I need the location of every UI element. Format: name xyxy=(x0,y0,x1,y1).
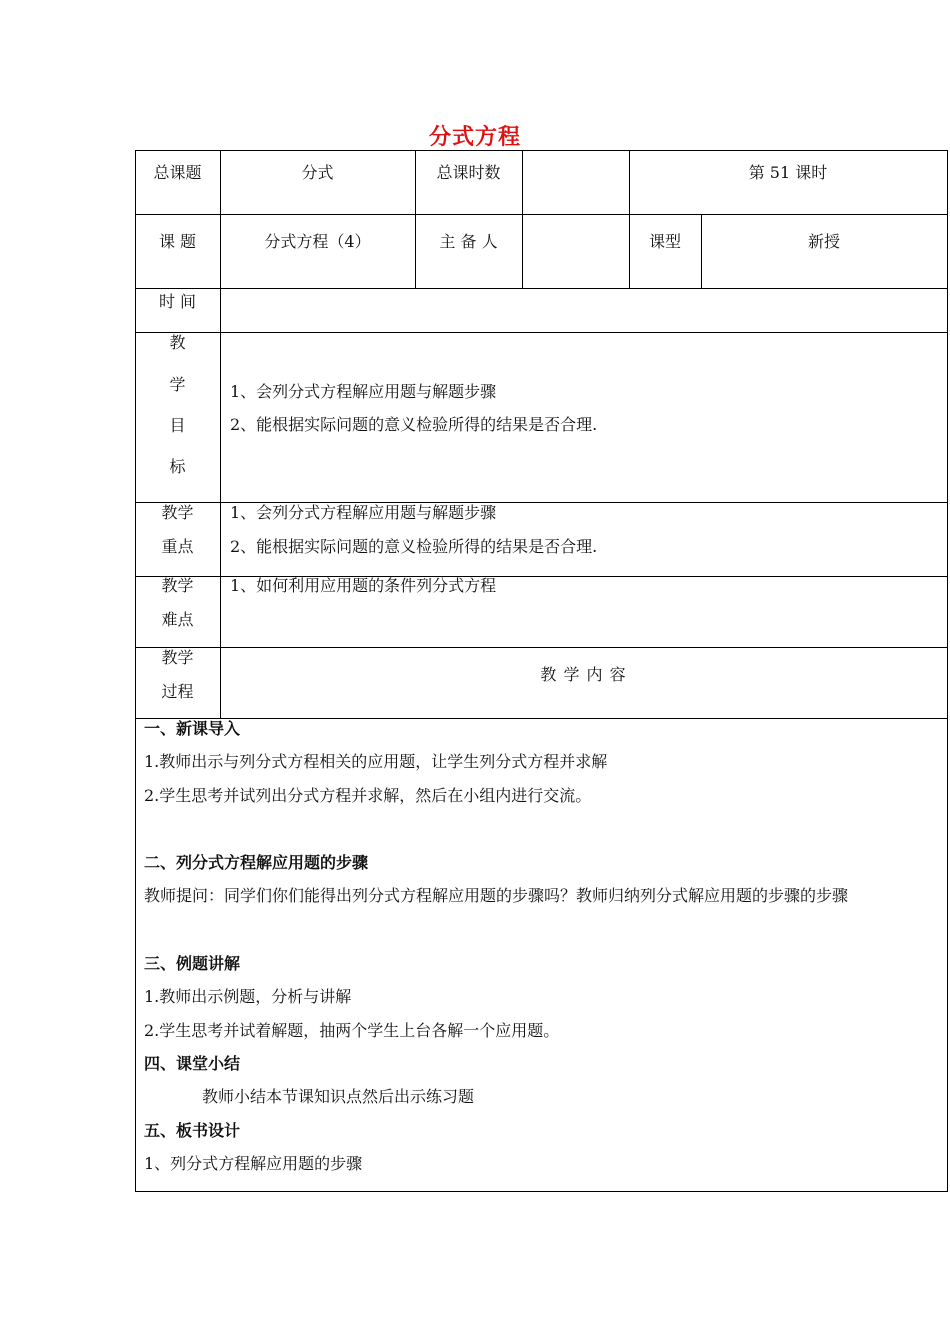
label-goals-char-3: 目 xyxy=(169,416,186,435)
section-1-line-1: 1.教师出示与列分式方程相关的应用题，让学生列分式方程并求解 xyxy=(144,752,608,771)
key-point-line-1: 1、会列分式方程解应用题与解题步骤 xyxy=(230,503,497,522)
label-lesson-topic: 课 题 xyxy=(158,232,197,251)
section-1-line-2: 2.学生思考并试列出分式方程并求解，然后在小组内进行交流。 xyxy=(144,786,592,805)
section-5-heading: 五、板书设计 xyxy=(144,1121,241,1140)
label-difficulties-1: 教学 xyxy=(161,576,194,595)
value-lesson-type: 新授 xyxy=(807,232,840,251)
value-lesson-topic: 分式方程（4） xyxy=(264,232,371,251)
section-3-line-1: 1.教师出示例题，分析与讲解 xyxy=(144,987,352,1006)
value-course-topic: 分式 xyxy=(301,163,334,182)
label-goals-char-4: 标 xyxy=(169,457,186,476)
label-process-2: 过程 xyxy=(161,682,194,701)
label-course-topic: 总课题 xyxy=(153,163,202,182)
label-process-1: 教学 xyxy=(161,648,194,667)
section-2-heading: 二、列分式方程解应用题的步骤 xyxy=(144,853,369,872)
label-time: 时 间 xyxy=(158,292,197,311)
section-2-line-1: 教师提问：同学们你们能得出列分式方程解应用题的步骤吗？教师归纳列分式解应用题的步骤的步骤 xyxy=(144,886,849,905)
section-4-heading: 四、课堂小结 xyxy=(144,1054,241,1073)
label-difficulties-2: 难点 xyxy=(161,610,194,629)
label-preparer: 主 备 人 xyxy=(439,232,498,251)
goal-line-1: 1、会列分式方程解应用题与解题步骤 xyxy=(230,382,497,401)
content-heading: 教 学 内 容 xyxy=(540,665,627,684)
lesson-plan-table xyxy=(135,150,948,1192)
label-key-points-2: 重点 xyxy=(161,537,194,556)
label-goals-char-1: 教 xyxy=(169,333,186,352)
goal-line-2: 2、能根据实际问题的意义检验所得的结果是否合理. xyxy=(230,415,598,434)
value-lesson-number: 第 51 课时 xyxy=(748,163,828,182)
difficulty-line-1: 1、如何利用应用题的条件列分式方程 xyxy=(230,576,497,595)
label-lesson-type: 课型 xyxy=(648,232,681,251)
label-key-points-1: 教学 xyxy=(161,503,194,522)
document-title: 分式方程 xyxy=(428,125,521,150)
section-1-heading: 一、新课导入 xyxy=(144,719,241,738)
key-point-line-2: 2、能根据实际问题的意义检验所得的结果是否合理. xyxy=(230,537,598,556)
section-5-line-1: 1、列分式方程解应用题的步骤 xyxy=(144,1154,363,1173)
section-4-line-1: 教师小结本节课知识点然后出示练习题 xyxy=(202,1087,475,1106)
section-3-line-2: 2.学生思考并试着解题，抽两个学生上台各解一个应用题。 xyxy=(144,1021,560,1040)
label-goals-char-2: 学 xyxy=(169,375,186,394)
label-total-hours: 总课时数 xyxy=(436,163,501,182)
section-3-heading: 三、例题讲解 xyxy=(144,954,241,973)
